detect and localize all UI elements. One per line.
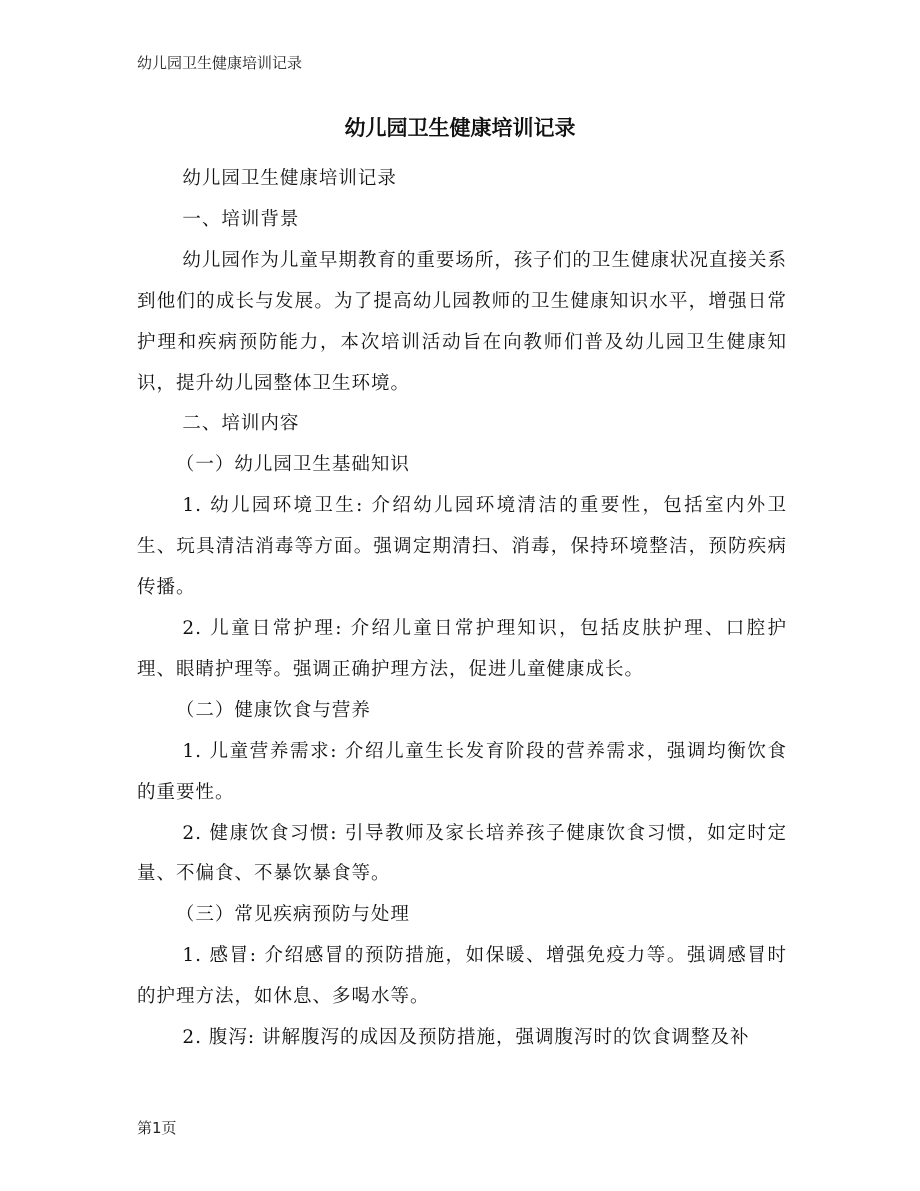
paragraph-eating-habits: 2. 健康饮食习惯: 引导教师及家长培养孩子健康饮食习惯，如定时定量、不偏食、不暴饮暴食等。 [137,822,787,885]
paragraph-cold: 1. 感冒: 介绍感冒的预防措施，如保暖、增强免疫力等。强调感冒时的护理方法，如休息、多喝水等。 [137,945,787,1008]
document-body [137,159,787,1059]
paragraph-diarrhea: 2. 腹泻: 讲解腹泻的成因及预防措施，强调腹泻时的饮食调整及补 [182,1027,750,1049]
paragraph-daily-care: 2. 儿童日常护理: 介绍儿童日常护理知识，包括皮肤护理、口腔护理、眼睛护理等。强调正确护理方法，促进儿童健康成长。 [137,617,787,680]
running-header: 幼儿园卫生健康培训记录 [137,54,303,72]
document-title: 幼儿园卫生健康培训记录 [344,116,576,140]
section-heading-content: 二、培训内容 [182,413,300,435]
paragraph-intro: 幼儿园卫生健康培训记录 [182,168,397,189]
paragraph-background: 幼儿园作为儿童早期教育的重要场所，孩子们的卫生健康状况直接关系到他们的成长与发展。为了提高幼儿园教师的卫生健康知识水平，增强日常护理和疾病预防能力，本次培训活动旨在向教师们普及幼儿园卫生健康知识，提升幼儿园整体卫生环境。 [137,249,787,394]
paragraph-nutrition-needs: 1. 儿童营养需求: 介绍儿童生长发育阶段的营养需求，强调均衡饮食的重要性。 [137,740,787,803]
subsection-heading-diet-nutrition: （二）健康饮食与营养 [175,699,371,721]
paragraph-environment-hygiene: 1. 幼儿园环境卫生: 介绍幼儿园环境清洁的重要性，包括室内外卫生、玩具清洁消毒等方面。强调定期清扫、消毒，保持环境整洁，预防疾病传播。 [137,495,787,599]
page-number: 第1页 [137,1119,177,1137]
section-heading-background: 一、培训背景 [182,208,300,230]
subsection-heading-hygiene-basics: （一）幼儿园卫生基础知识 [175,454,410,476]
subsection-heading-disease-prevention: （三）常见疾病预防与处理 [175,904,410,926]
